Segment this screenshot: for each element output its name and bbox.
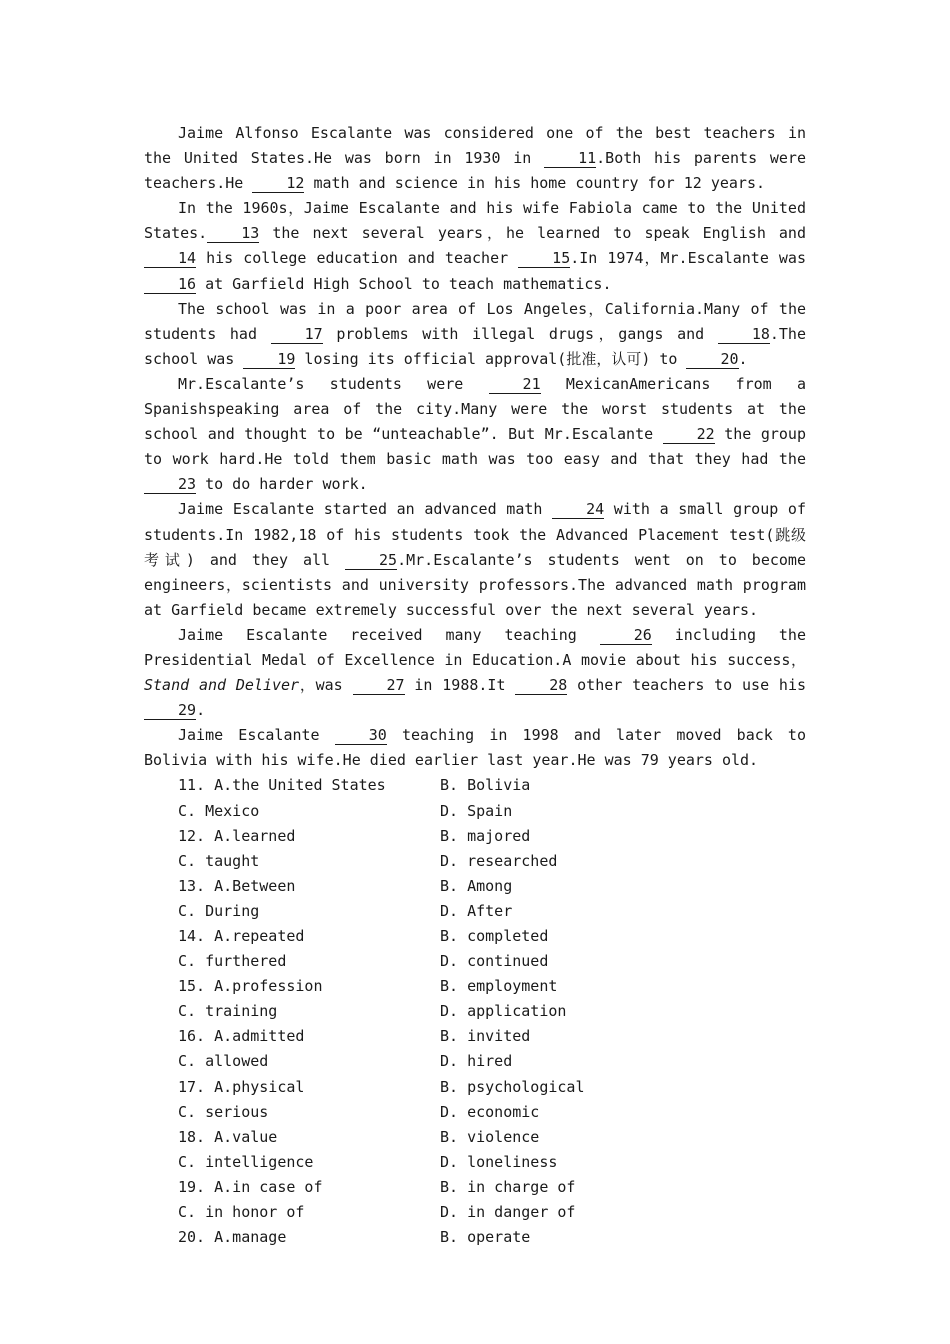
option-right: B. operate [440,1228,531,1247]
option-right: D. loneliness [440,1152,558,1171]
option-right: B. violence [440,1127,540,1146]
option-left: C. furthered [178,952,287,971]
text: losing its official approval(批准，认可) to [295,349,687,368]
text: Jaime Escalante [178,726,335,745]
options-list [144,773,806,1250]
option-row [144,1150,806,1175]
text: . [196,701,206,720]
blank-21: 21 [489,375,541,394]
text: Jaime Alfonso Escalante was considered one of the best teachers in the United States.He was born in 1930 in [144,124,806,168]
option-right: D. in danger of [440,1203,576,1222]
text: the next several years，he learned to speak English and [259,224,806,243]
option-row [144,799,806,824]
text: teaching in 1998 and later moved back to Bolivia with his wife.He died earlier last year.He was 79 years old. [144,726,806,770]
blank-30: 30 [335,726,387,745]
option-row [144,1200,806,1225]
option-right: B. Among [440,876,513,895]
option-row [144,974,806,999]
paragraph-5 [144,497,806,622]
paragraph-2 [144,196,806,296]
option-right: D. After [440,901,513,920]
option-left: C. allowed [178,1052,269,1071]
option-left: C. Mexico [178,801,260,820]
document-page [144,121,806,1250]
blank-28: 28 [515,676,567,695]
option-row [144,1075,806,1100]
option-row [144,1024,806,1049]
text: Mr.Escalante’s students were [178,374,489,393]
option-left: C. taught [178,851,260,870]
blank-18: 18 [718,325,770,344]
paragraph-1 [144,121,806,196]
text: . [738,349,748,368]
option-row [144,899,806,924]
option-row [144,1175,806,1200]
option-left: 18. A.value [178,1127,278,1146]
option-right: B. psychological [440,1077,585,1096]
blank-17: 17 [271,325,323,344]
option-left: 13. A.Between [178,876,296,895]
option-right: B. invited [440,1027,531,1046]
text: .The school was [144,324,806,368]
blank-25: 25 [345,551,397,570]
option-right: D. economic [440,1102,540,1121]
option-left: 17. A.physical [178,1077,305,1096]
option-row [144,1049,806,1074]
text: including the Presidential Medal of Excellence in Education.A movie about his success， [144,625,806,669]
option-row [144,849,806,874]
option-right: D. hired [440,1052,513,1071]
text: to do harder work. [196,475,368,494]
movie-title: Stand and Deliver [144,676,300,695]
text: ，was [299,676,353,695]
text: In the 1960s，Jaime Escalante and his wife Fabiola came to the United States. [144,199,806,243]
text: problems with illegal drugs，gangs and [322,324,718,343]
blank-22: 22 [663,425,715,444]
blank-24: 24 [552,500,604,519]
option-row [144,924,806,949]
option-row [144,824,806,849]
option-row [144,1125,806,1150]
text: .In 1974，Mr.Escalante was [570,249,806,268]
option-row [144,1100,806,1125]
paragraph-3 [144,297,806,372]
option-row [144,773,806,798]
option-right: D. Spain [440,801,513,820]
text: the group to work hard.He told them basic math was too easy and that they had the [144,425,806,469]
option-left: 11. A.the United States [178,776,386,795]
blank-13: 13 [207,224,259,243]
paragraph-6 [144,623,806,723]
text: math and science in his home country for 12 years. [304,174,766,193]
option-right: B. completed [440,927,549,945]
option-row [144,999,806,1024]
text: .Both his parents were teachers.He [144,149,806,193]
option-row [144,1225,806,1250]
option-right: D. continued [440,952,549,971]
text: MexicanAmericans from a Spanishspeaking area of the city.Many were the worst students at the school and thought to be “unteachable”. But Mr.Escalante [144,374,806,444]
text: at Garfield High School to teach mathematics. [196,274,612,293]
text: with a small group of students.In 1982,18 of his students took the Advanced Placement test(跳级考试) and they all [144,500,806,569]
option-left: C. serious [178,1102,269,1121]
blank-15: 15 [518,249,570,268]
blank-23: 23 [144,475,196,494]
option-right: D. researched [440,851,558,870]
option-row [144,874,806,899]
option-left: C. training [178,1002,278,1021]
option-right: B. Bolivia [440,776,531,795]
blank-14: 14 [144,249,196,268]
blank-27: 27 [353,676,405,695]
option-left: C. in honor of [178,1203,305,1222]
blank-19: 19 [243,350,295,369]
option-right: B. majored [440,826,531,845]
blank-26: 26 [600,626,652,645]
text: in 1988.It [404,676,516,695]
paragraph-7 [144,723,806,773]
option-left: 16. A.admitted [178,1027,305,1046]
text: his college education and teacher [196,249,519,268]
blank-16: 16 [144,275,196,294]
option-left: C. intelligence [178,1152,314,1171]
blank-11: 11 [544,149,596,168]
text: Jaime Escalante started an advanced math [178,500,553,519]
option-right: D. application [440,1002,567,1021]
option-left: C. During [178,901,260,920]
blank-12: 12 [252,174,304,193]
option-right: B. in charge of [440,1177,576,1196]
option-left: 14. A.repeated [178,927,305,945]
text: other teachers to use his [567,676,807,695]
option-left: 19. A.in case of [178,1177,323,1196]
paragraph-4 [144,372,806,497]
option-left: 20. A.manage [178,1228,287,1247]
text: Jaime Escalante received many teaching [178,625,600,644]
option-left: 12. A.learned [178,826,296,845]
option-right: B. employment [440,977,558,996]
option-row [144,949,806,974]
text: .Mr.Escalante’s students went on to become engineers，scientists and university professors.The advanced math program at Garfield became extremely successful over the next several years. [144,550,806,619]
blank-29: 29 [144,701,196,720]
blank-20: 20 [686,350,738,369]
option-left: 15. A.profession [178,977,323,996]
text: The school was in a poor area of Los Angeles，California.Many of the students had [144,299,806,343]
